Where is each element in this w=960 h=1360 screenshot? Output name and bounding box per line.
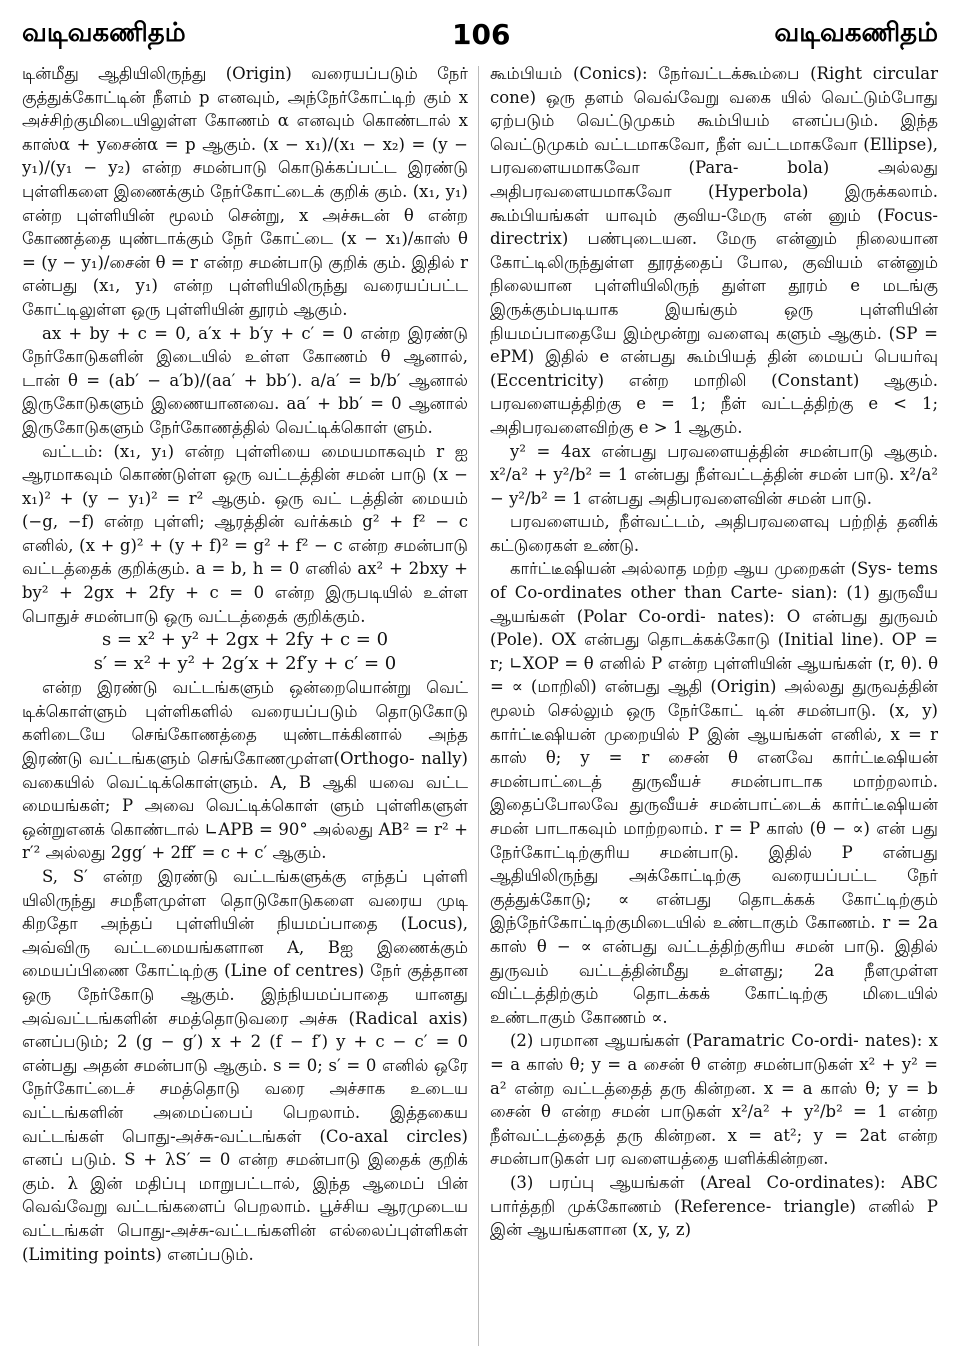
paragraph-line-equations: டின்மீது ஆதியிலிருந்து (Origin) வரையப்படும் நேர் குத்துக்கோட்டின் நீளம் p எனவும், அந்நேர்கோட்டிற் கும் x அச்சிற்குமிடையிலுள்ள கோணம் α எனவும் கொண்டால் x காஸ்α + yசைன்α = p ஆகும். (x − x₁)/(x₁ − x₂) = (y − y₁)/(y₁ − y₂) என்ற சமன்பாடு கொடுக்கப்பட்ட இரண்டு புள்ளிகளை இணைக்கும் நேர்கோட்டைக் குறிக் கும். (x₁, y₁) என்ற புள்ளியின் மூலம் சென்று, x அச்சுடன் θ என்ற கோணத்தை யுண்டாக்கும் நேர் கோட்டை (x − x₁)/காஸ் θ = (y − y₁)/சைன் θ = r என்ற சமன்பாடு குறிக் கும். இதில் r என்பது (x₁, y₁) என்ற புள்ளியிலிருந்து வரையப்பட்ட கோட்டிலுள்ள ஒரு புள்ளியின் தூரம் ஆகும். — [22, 64, 468, 319]
running-title-right: வடிவகணிதம் — [774, 18, 938, 48]
paragraph-orthogonal-circles: என்ற இரண்டு வட்டங்களும் ஒன்றையொன்று வெட் டிக்கொள்ளும் புள்ளிகளில் வரையப்படும் தொடுகோடு களிடையே செங்கோணத்தை யுண்டாக்கினால் அந்த இரண்டு வட்டங்களும் செங்கோணமுள்ள(Orthogo- nally) வகையில் வெட்டிக்கொள்ளும். A, B ஆகி யவை வட்ட மையங்கள்; P அவை வெட்டிக்கொள் ளும் புள்ளிகளுள் ஒன்றுஎனக் கொண்டால் ∟APB = 90° அல்லது AB² = r² + r′² அல்லது 2gg′ + 2ff′ = c + c′ ஆகும். — [22, 678, 468, 863]
paragraph-radical-axis: S, S′ என்ற இரண்டு வட்டங்களுக்கு எந்தப் புள்ளி யிலிருந்து சமநீளமுள்ள தொடுகோடுகளை வரைய முடி கிறதோ அந்தப் புள்ளியின் நியமப்பாதை (Locus), அவ்விரு வட்டமையங்களான A, Bஐ இணைக்கும் மையப்பிணை கோட்டிற்கு (Line of centres) நேர் குத்தான ஒரு நேர்கோடு ஆகும். இந்நியமப்பாதை யானது அவ்வட்டங்களின் சமத்தொடுவரை அச்சு (Radical axis) எனப்படும்; 2 (g − g′) x + 2 (f − f′) y + c − c′ = 0 என்பது அதன் சமன்பாடு ஆகும். s = 0; s′ = 0 எனில் ஒரே நேர்கோட்டைச் சமத்தொடு வரை அச்சாக உடைய வட்டங்களின் அமைப்பைப் பெறலாம். இத்தகைய வட்டங்கள் பொது-அச்சு-வட்டங்கள் (Co-axal circles) எனப் படும். S + λS′ = 0 என்ற சமன்பாடு இதைக் குறிக் கும். λ இன் மதிப்பு மாறுபட்டால், இந்த ஆமைப் பின் வெவ்வேறு வட்டங்களைப் பெறலாம். பூச்சிய ஆரமுடைய வட்டங்கள் பொது-அச்சு-வட்டங்களின் எல்லைப்புள்ளிகள் (Limiting points) எனப்படும். — [22, 867, 468, 1264]
paragraph-separate-articles: பரவளையம், நீள்வட்டம், அதிபரவளைவு பற்றித் தனிக் கட்டுரைகள் உண்டு. — [490, 512, 938, 555]
column-divider — [478, 66, 479, 1346]
paragraph-angle-between-lines: ax + by + c = 0, a′x + b′y + c′ = 0 என்ற இரண்டு நேர்கோடுகளின் இடையில் உள்ள கோணம் θ ஆனால், டான் θ = (ab′ − a′b)/(aa′ + bb′). a/a′ = b/b′ ஆனால் இருகோடுகளும் இணையானவை. aa′ + bb′ = 0 ஆனால் இருகோடுகளும் நேர்கோணத்தில் வெட்டிக்கொள் ளும். — [22, 323, 468, 437]
paragraph-areal-coordinates: (3) பரப்பு ஆயங்கள் (Areal Co-ordinates): ABC பார்த்தறி முக்கோணம் (Reference- triangle) எனில் P இன் ஆயங்களான (x, y, z) — [490, 1172, 938, 1240]
equation-s-prime: s′ = x² + y² + 2g′x + 2f′y + c′ = 0 — [93, 653, 397, 675]
left-column — [22, 62, 468, 1266]
right-column — [490, 62, 938, 1242]
paragraph-polar-coordinates: கார்ட்டீஷியன் அல்லாத மற்ற ஆய முறைகள் (Sys- tems of Co-ordinates other than Carte- sian): (1) துருவீய ஆயங்கள் (Polar Co-ordi- nates): O என்பது துருவம் (Pole). OX என்பது தொடக்கக்கோடு (Initial line). OP = r; ∟XOP = θ எனில் P என்ற புள்ளியின் ஆயங்கள் (r, θ). θ = ∝ (மாறிலி) என்பது ஆதி (Origin) அல்லது துருவத்தின் மூலம் செல்லும் ஒரு நேர்கோட் டின் சமன்பாடு. (x, y) கார்ட்டீஷியன் முறையில் P இன் ஆயங்கள் எனில், x = r காஸ் θ; y = r சைன் θ எனவே கார்ட்டீஷியன் சமன்பாட்டைத் துருவீயச் சமன்பாடாக மாற்றலாம். இதைப்போலவே துருவீயச் சமன்பாட்டைக் கார்ட்டீஷியன் சமன் பாடாகவும் மாற்றலாம். r = P காஸ் (θ − ∝) என் பது நேர்கோட்டிற்குரிய சமன்பாடு. இதில் P என்பது ஆதியிலிருந்து அக்கோட்டிற்கு வரையப்பட்ட நேர் குத்துக்கோடு; ∝ என்பது தொடக்கக் கோட்டிற்கும் இந்நேர்கோட்டிற்குமிடையில் உண்டாகும் கோணம். r = 2a காஸ் θ − ∝ என்பது வட்டத்திற்குரிய சமன் பாடு. இதில் துருவம் வட்டத்தின்மீது உள்ளது; 2a நீளமுள்ள விட்டத்திற்கும் தொடக்கக் கோட்டிற்கு மிடையில் உண்டாகும் கோணம் ∝. — [490, 559, 938, 1027]
running-title-left: வடிவகணிதம் — [22, 18, 186, 48]
paragraph-conic-equations: y² = 4ax என்பது பரவளையத்தின் சமன்பாடு ஆகும். x²/a² + y²/b² = 1 என்பது நீள்வட்டத்தின் சமன் பாடு. x²/a² − y²/b² = 1 என்பது அதிபரவளைவின் சமன் பாடு. — [490, 441, 938, 508]
equation-s: s = x² + y² + 2gx + 2fy + c = 0 — [101, 629, 389, 651]
paragraph-circle: வட்டம்: (x₁, y₁) என்ற புள்ளியை மையமாகவும் r ஐ ஆரமாகவும் கொண்டுள்ள ஒரு வட்டத்தின் சமன் பாடு (x − x₁)² + (y − y₁)² = r² ஆகும். ஒரு வட் டத்தின் மையம் (−g, −f) என்ற புள்ளி; ஆரத்தின் வர்க்கம் g² + f² − c எனில், (x + g)² + (y + f)² = g² + f² − c என்ற சமன்பாடு வட்டத்தைக் குறிக்கும். a = b, h = 0 எனில் ax² + 2bxy + by² + 2gx + 2fy + c = 0 என்ற இருபடியில் உள்ள பொதுச் சமன்பாடு ஒரு வட்டத்தைக் குறிக்கும். — [22, 441, 468, 626]
page-header — [0, 0, 960, 60]
page-number: 106 — [452, 18, 511, 51]
paragraph-conics: கூம்பியம் (Conics): நேர்வட்டக்கூம்பை (Right circular cone) ஒரு தளம் வெவ்வேறு வகை யில் வெட்டும்போது ஏற்படும் வெட்டுமுகம் கூம்பியம் எனப்படும். இந்த வெட்டுமுகம் வட்டமாகவோ, நீள் வட்டமாகவோ (Ellipse), பரவளையமாகவோ (Para- bola) அல்லது அதிபரவளையமாகவோ (Hyperbola) இருக்கலாம். கூம்பியங்கள் யாவும் குவிய-மேரு என் னும் (Focus-directrix) பண்புடையன. மேரு என்னும் நிலையான கோட்டிலிருந்துள்ள தூரத்தைப் போல, குவியம் என்னும் நிலையான புள்ளியிலிருந் துள்ள தூரம் e மடங்கு இருக்கும்படியாக இயங்கும் ஒரு புள்ளியின் நியமப்பாதையே இம்மூன்று வளைவு களும் ஆகும். (SP = ePM) இதில் e என்பது கூம்பியத் தின் மையப் பெயர்வு (Eccentricity) என்ற மாறிலி (Constant) ஆகும். பரவளையத்திற்கு e = 1; நீள் வட்டத்திற்கு e < 1; அதிபரவளைவிற்கு e > 1 ஆகும். — [490, 64, 938, 437]
paragraph-parametric-coordinates: (2) பரமான ஆயங்கள் (Paramatric Co-ordi- nates): x = a காஸ் θ; y = a சைன் θ என்ற சமன்பாடுகள் x² + y² = a² என்ற வட்டத்தைத் தரு கின்றன. x = a காஸ் θ; y = b சைன் θ என்ற சமன் பாடுகள் x²/a² + y²/b² = 1 என்ற நீள்வட்டத்தைத் தரு கின்றன. x = at²; y = 2at என்ற சமன்பாடுகள் பர வளையத்தை யளிக்கின்றன. — [490, 1031, 938, 1169]
